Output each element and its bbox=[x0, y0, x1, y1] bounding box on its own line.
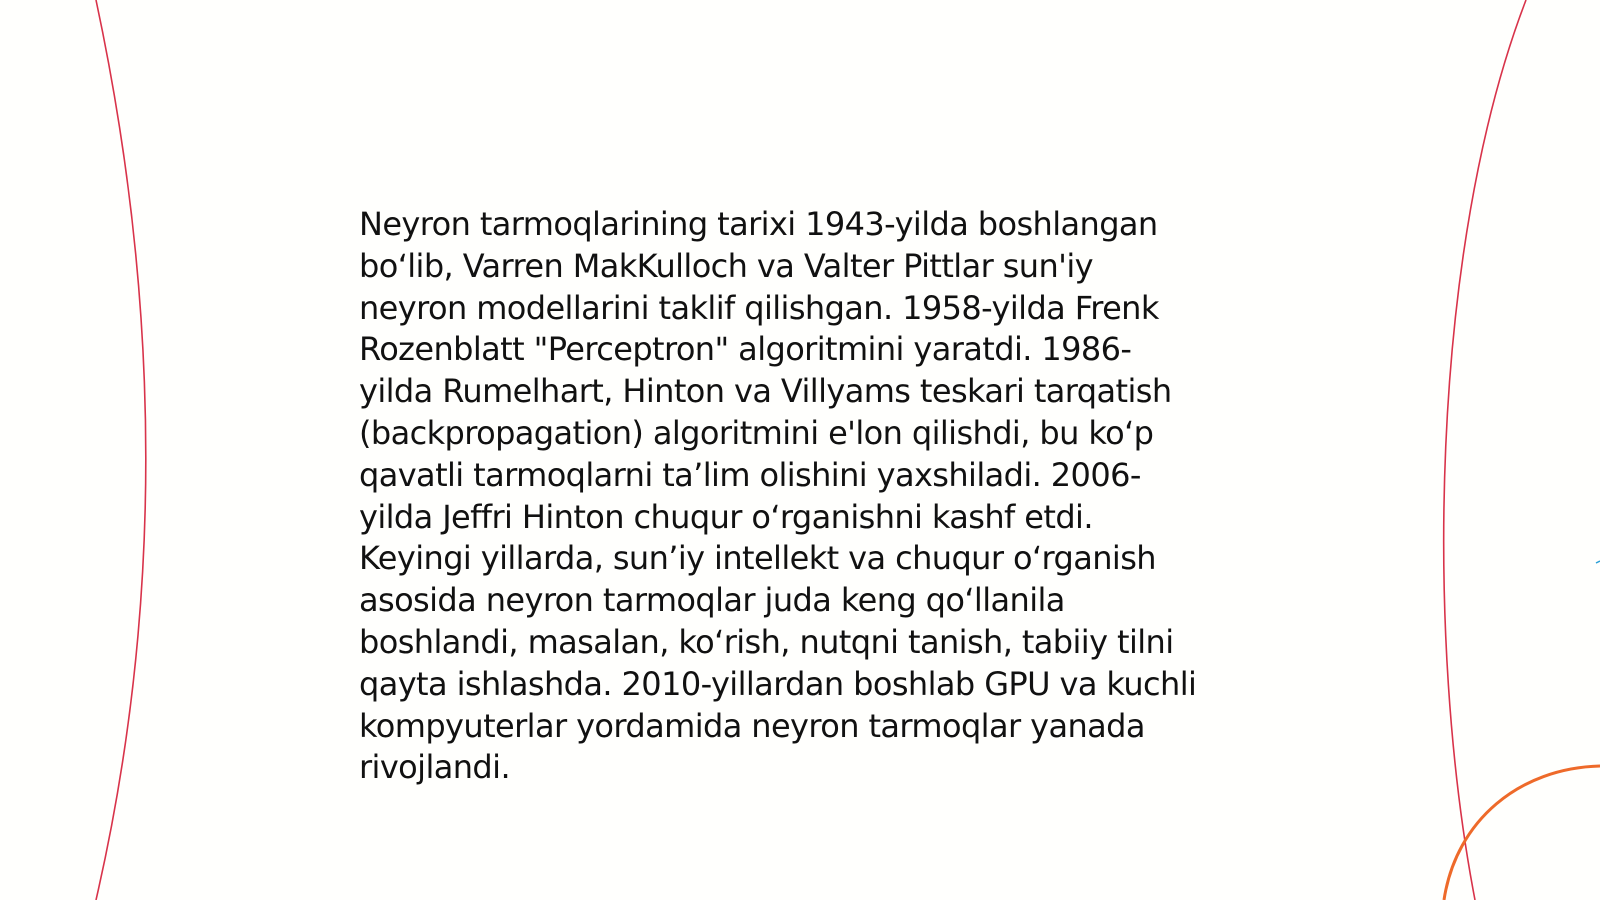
paragraph-line: Keyingi yillarda, sun’iy intellekt va chuqur o‘rganish bbox=[359, 539, 1156, 578]
paragraph-line: kompyuterlar yordamida neyron tarmoqlar yanada bbox=[359, 706, 1145, 745]
paragraph-line: Neyron tarmoqlarining tarixi 1943-yilda boshlangan bbox=[359, 205, 1158, 243]
paragraph-line: (backpropagation) algoritmini e'lon qilishdi, bu ko‘p bbox=[359, 413, 1154, 452]
right-curve-line bbox=[1444, 0, 1526, 900]
paragraph-line: qayta ishlashda. 2010-yillardan boshlab GPU va kuchli bbox=[359, 664, 1197, 703]
paragraph-line: neyron modellarini taklif qilishgan. 1958-yilda Frenk bbox=[359, 288, 1159, 327]
paragraph-line: qavatli tarmoqlarni ta’lim olishini yaxshiladi. 2006- bbox=[359, 455, 1141, 494]
paragraph-line: boshlandi, masalan, ko‘rish, nutqni tanish, tabiiy tilni bbox=[359, 622, 1174, 661]
body-paragraph bbox=[359, 204, 1239, 789]
paragraph-line: rivojlandi. bbox=[359, 748, 511, 787]
paragraph-line: asosida neyron tarmoqlar juda keng qo‘llanila bbox=[359, 581, 1065, 620]
paragraph-line: bo‘lib, Varren MakKulloch va Valter Pittlar sun'iy bbox=[359, 246, 1093, 285]
left-curve-line bbox=[96, 0, 146, 900]
corner-arc bbox=[1444, 766, 1600, 900]
accent-mark bbox=[1596, 561, 1600, 563]
paragraph-line: yilda Jeffri Hinton chuqur o‘rganishni kashf etdi. bbox=[359, 497, 1093, 536]
paragraph-line: Rozenblatt "Perceptron" algoritmini yaratdi. 1986- bbox=[359, 330, 1132, 369]
paragraph-line: yilda Rumelhart, Hinton va Villyams teskari tarqatish bbox=[359, 372, 1172, 411]
